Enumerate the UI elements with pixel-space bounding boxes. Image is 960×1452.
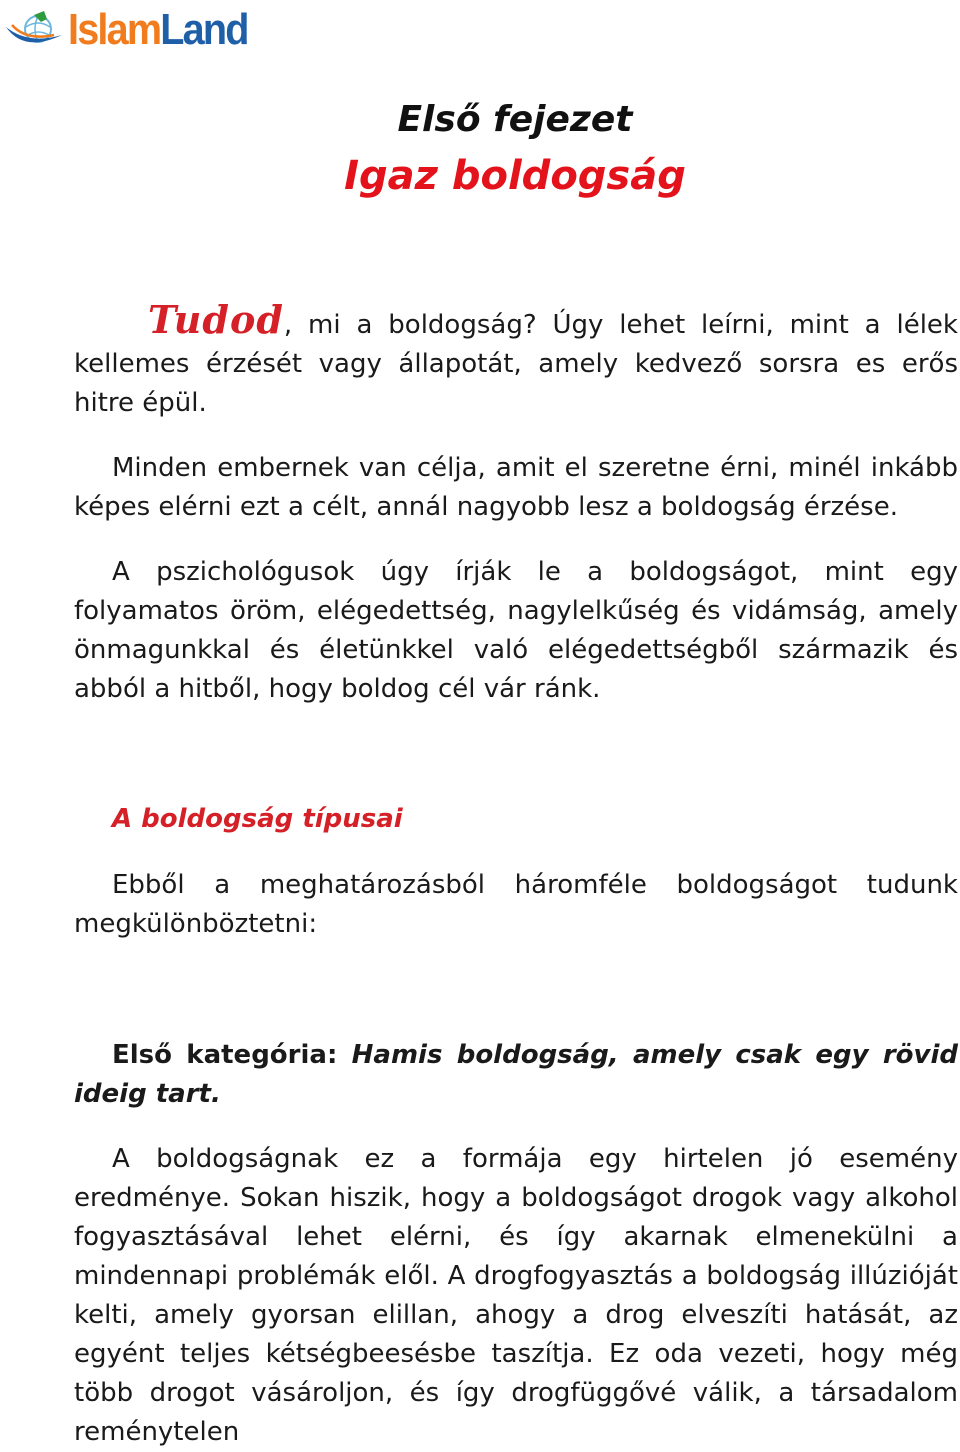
category-1-colon: : bbox=[326, 1040, 352, 1070]
logo-wordmark bbox=[68, 5, 248, 54]
site-logo[interactable] bbox=[4, 4, 268, 56]
chapter-title: Igaz boldogság bbox=[344, 153, 686, 199]
category-1 bbox=[74, 1036, 958, 1114]
paragraph-2-text: Minden embernek van célja, amit el szeretne érni, minél inkább képes elérni ezt a célt, annál nagyobb lesz a boldogság érzése. bbox=[74, 453, 958, 522]
chapter-label: Első fejezet bbox=[397, 99, 633, 140]
category-1-body bbox=[74, 1140, 958, 1452]
paragraph-3 bbox=[74, 553, 958, 709]
drop-cap-word: Tudod bbox=[148, 297, 284, 342]
category-1-label: Első kategória bbox=[112, 1040, 327, 1070]
logo-text-islam: Islam bbox=[68, 5, 161, 54]
logo-text-land: Land bbox=[160, 5, 248, 54]
section-heading: A boldogság típusai bbox=[112, 804, 403, 834]
paragraph-1 bbox=[74, 297, 958, 423]
section-intro bbox=[74, 866, 958, 944]
paragraph-1-text: , mi a boldogság? Úgy lehet leírni, mint a lélek kellemes érzését vagy állapotát, amely kedvező sorsra es erős hitre épül. bbox=[74, 310, 958, 418]
globe-swoosh-icon bbox=[4, 5, 66, 55]
paragraph-2 bbox=[74, 449, 958, 527]
category-1-body-text: A boldogságnak ez a formája egy hirtelen jó esemény eredménye. Sokan hiszik, hogy a boldogságot drogok vagy alkohol fogyasztásával lehet elérni, és így akarnak elmenekülni a mindennapi problémák elől. A drogfogyasztás a boldogság illúzióját kelti, amely gyorsan elillan, ahogy a drog elveszíti hatását, az egyént teljes kétségbeesésbe taszítja. Ez oda vezeti, hogy még több drogot vásároljon, és így drogfüggővé válik, a társadalom reménytelen bbox=[74, 1144, 958, 1447]
category-1-description: Hamis boldogság, amely csak egy rövid ideig tart. bbox=[74, 1040, 959, 1109]
paragraph-3-text: A pszichológusok úgy írják le a boldogságot, mint egy folyamatos öröm, elégedettség, nagylelkűség és vidámság, amely önmagunkkal és életünkkel való elégedettségből származik és abból a hitből, hogy boldog cél vár ránk. bbox=[74, 557, 958, 704]
section-intro-text: Ebből a meghatározásból háromféle boldogságot tudunk megkülönböztetni: bbox=[74, 870, 958, 939]
